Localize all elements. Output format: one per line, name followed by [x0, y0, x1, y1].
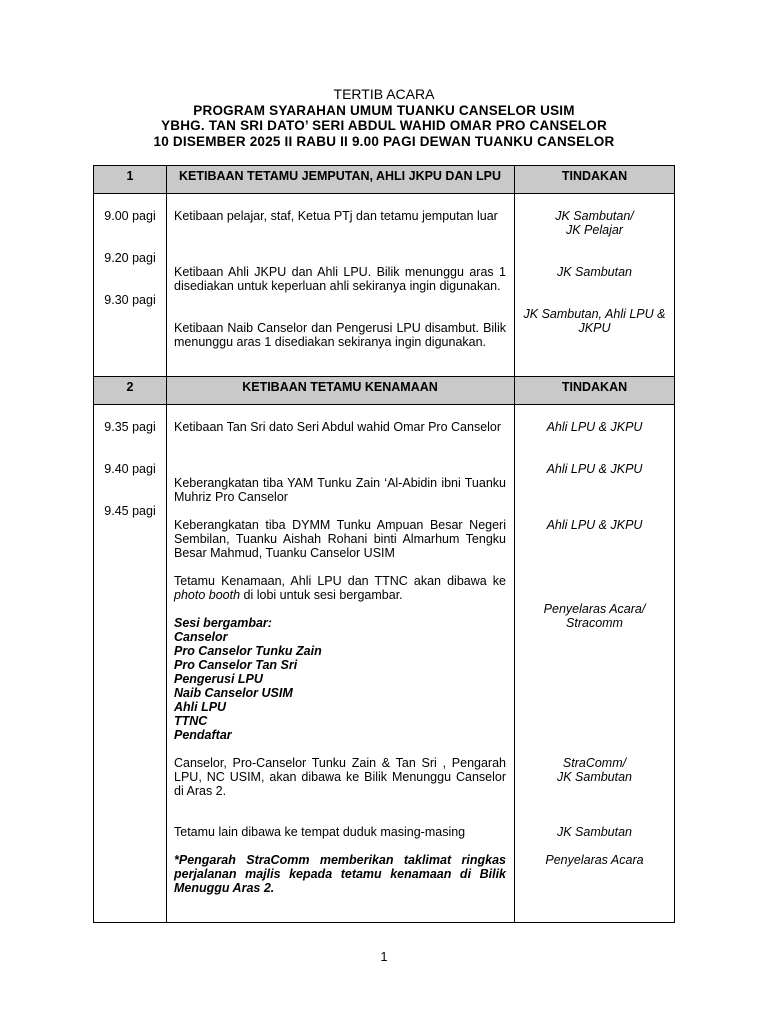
sesi-list-item: Ahli LPU [174, 700, 227, 714]
time-label: 9.20 pagi [104, 251, 156, 265]
column-divider [166, 377, 167, 922]
action-label: Penyelaras Acara [545, 853, 644, 867]
header-guest: YBHG. TAN SRI DATO’ SERI ABDUL WAHID OMAR PRO CANSELOR [161, 118, 607, 133]
sesi-list-item: Pro Canselor Tan Sri [174, 658, 298, 672]
action-label: JK Pelajar [566, 223, 623, 237]
sesi-bergambar-title: Sesi bergambar: [174, 616, 272, 630]
photo-booth-emphasis: photo booth [174, 588, 241, 602]
section-2-action-header: TINDAKAN [561, 380, 628, 394]
sesi-list-item: Pengerusi LPU [174, 672, 263, 686]
header-program: PROGRAM SYARAHAN UMUM TUANKU CANSELOR USIM [193, 102, 575, 118]
section-2-number: 2 [126, 380, 134, 394]
column-divider [514, 377, 515, 922]
agenda-item: Ketibaan Ahli JKPU dan Ahli LPU. Bilik menunggu aras 1 disediakan untuk keperluan ahli sekiranya ingin digunakan. [174, 265, 506, 293]
section-1-title: KETIBAAN TETAMU JEMPUTAN, AHLI JKPU DAN LPU [179, 169, 501, 183]
time-label: 9.35 pagi [104, 420, 156, 434]
action-label: JK Sambutan [556, 770, 633, 784]
photo-booth-item [174, 574, 506, 602]
action-label: JK Sambutan [556, 265, 633, 279]
action-label: Penyelaras Acara/ [543, 602, 646, 616]
sesi-list-item: Naib Canselor USIM [174, 686, 293, 700]
sesi-list-item: Pendaftar [174, 728, 232, 742]
briefing-note: *Pengarah StraComm memberikan taklimat ringkas perjalanan majlis kepada tetamu kenamaan di Bilik Menuggu Aras 2. [174, 853, 506, 895]
section-2-table [93, 376, 675, 923]
time-label: 9.30 pagi [104, 293, 156, 307]
document-header [0, 87, 768, 149]
sesi-list-item: Pro Canselor Tunku Zain [174, 644, 322, 658]
agenda-item: Ketibaan Tan Sri dato Seri Abdul wahid Omar Pro Canselor [174, 420, 502, 434]
page-number: 1 [380, 950, 388, 964]
header-title: TERTIB ACARA [333, 86, 435, 102]
time-label: 9.45 pagi [104, 504, 156, 518]
agenda-item: Canselor, Pro-Canselor Tunku Zain & Tan Sri , Pengarah LPU, NC USIM, akan dibawa ke Bilik Menunggu Canselor di Aras 2. [174, 756, 506, 798]
action-label: Ahli LPU & JKPU [546, 462, 643, 476]
section-2-header-row [94, 377, 674, 405]
action-label: JK Sambutan/ [555, 209, 634, 223]
agenda-item: Keberangkatan tiba YAM Tunku Zain ‘Al-Abidin ibni Tuanku Muhriz Pro Canselor [174, 476, 506, 504]
column-divider [166, 166, 167, 376]
agenda-item: Keberangkatan tiba DYMM Tunku Ampuan Besar Negeri Sembilan, Tuanku Aishah Rohani binti Almarhum Tengku Besar Mahmud, Tuanku Canselor USIM [174, 518, 506, 560]
action-label: Stracomm [566, 616, 623, 630]
section-1-table [93, 165, 675, 377]
action-label: JK Sambutan, Ahli LPU & [523, 307, 666, 321]
section-1-number: 1 [126, 169, 134, 183]
sesi-list-item: Canselor [174, 630, 228, 644]
action-label: JK Sambutan [556, 825, 633, 839]
photo-booth-text-pre: Tetamu Kenamaan, Ahli LPU dan TTNC akan dibawa ke [174, 574, 506, 588]
action-label: JKPU [578, 321, 611, 335]
action-label: StraComm/ [562, 756, 627, 770]
header-date: 10 DISEMBER 2025 II RABU II 9.00 PAGI DEWAN TUANKU CANSELOR [153, 133, 615, 149]
time-label: 9.00 pagi [104, 209, 156, 223]
photo-booth-text-post: di lobi untuk sesi bergambar. [240, 588, 403, 602]
section-1-header-row [94, 166, 674, 194]
agenda-item: Ketibaan pelajar, staf, Ketua PTj dan tetamu jemputan luar [174, 209, 498, 223]
action-label: Ahli LPU & JKPU [546, 420, 643, 434]
section-2-title: KETIBAAN TETAMU KENAMAAN [242, 380, 438, 394]
agenda-item: Tetamu lain dibawa ke tempat duduk masing-masing [174, 825, 466, 839]
sesi-list-item: TTNC [174, 714, 208, 728]
sesi-bergambar-block [174, 616, 506, 742]
section-1-action-header: TINDAKAN [561, 169, 628, 183]
action-label: Ahli LPU & JKPU [546, 518, 643, 532]
time-label: 9.40 pagi [104, 462, 156, 476]
agenda-item: Ketibaan Naib Canselor dan Pengerusi LPU disambut. Bilik menunggu aras 1 disediakan sekiranya ingin digunakan. [174, 321, 506, 349]
